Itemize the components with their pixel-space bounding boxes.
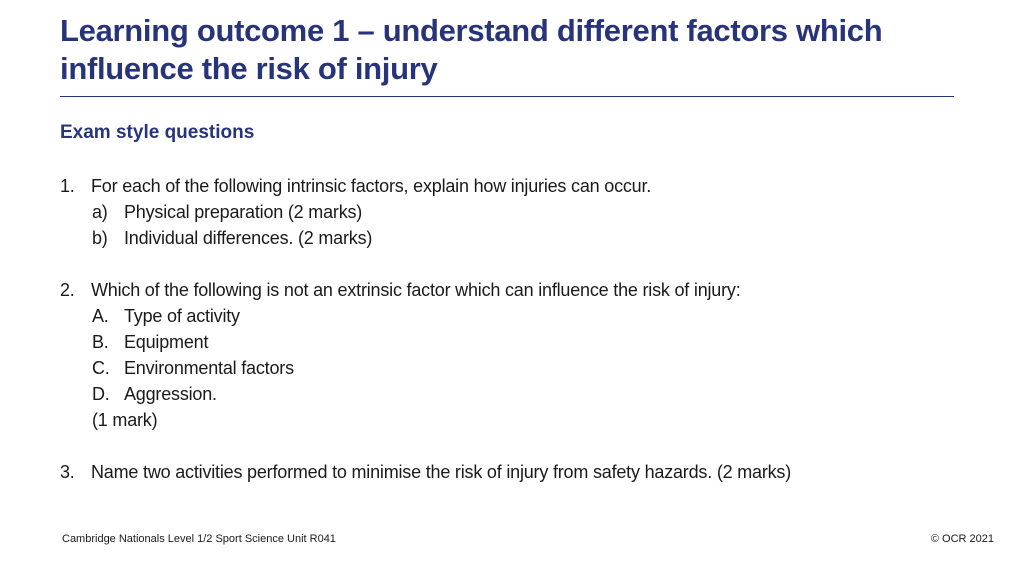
title-divider [60,96,954,97]
slide-title [60,12,960,88]
part-text: Physical preparation (2 marks) [124,202,363,222]
question-1-number: 1. [60,176,75,196]
option-text: Environmental factors [124,358,294,378]
footer-copyright: © OCR 2021 [930,533,994,545]
part-text: Individual differences. (2 marks) [124,228,373,248]
part-label: b) [92,228,108,248]
section-heading: Exam style questions [60,122,255,143]
option-text: Aggression. [124,384,217,404]
question-1-text: For each of the following intrinsic factors, explain how injuries can occur. [91,176,652,196]
question-2-number: 2. [60,280,75,300]
option-label: A. [92,306,109,326]
option-label: C. [92,358,110,378]
part-label: a) [92,202,108,222]
slide-title-line-1: Learning outcome 1 – understand different factors which [60,13,883,48]
question-3-number: 3. [60,462,75,482]
slide-title-line-2: influence the risk of injury [60,51,438,86]
question-3-text: Name two activities performed to minimise the risk of injury from safety hazards. (2 marks) [91,462,792,482]
option-label: D. [92,384,110,404]
footer-course-info: Cambridge Nationals Level 1/2 Sport Science Unit R041 [62,533,336,545]
option-label: B. [92,332,109,352]
option-text: Type of activity [124,306,240,326]
question-2-text: Which of the following is not an extrinsic factor which can influence the risk of injury: [91,280,741,300]
option-text: Equipment [124,332,209,352]
question-2-marks: (1 mark) [92,410,158,430]
